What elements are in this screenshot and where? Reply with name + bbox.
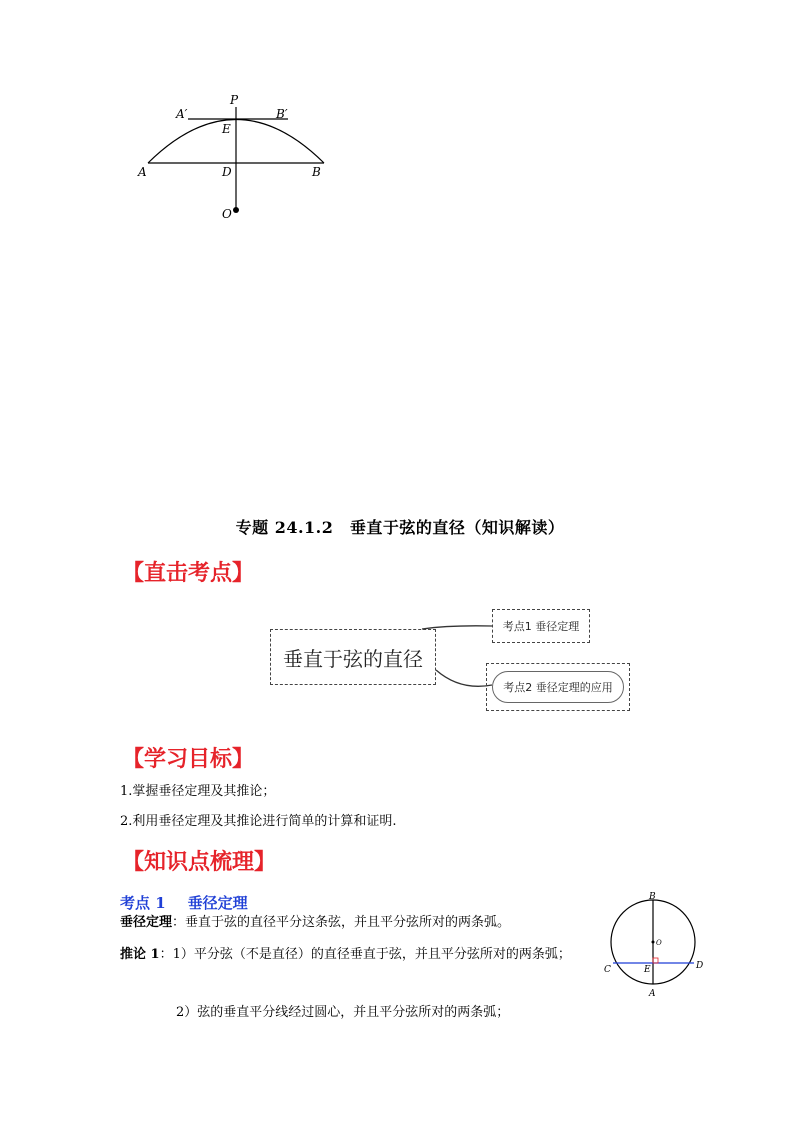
theorem-text: ：垂直于弦的直径平分这条弦，并且平分弦所对的两条弧。 xyxy=(172,915,511,930)
circle-label-d: D xyxy=(696,961,704,971)
label-d: D xyxy=(222,165,232,179)
label-e: E xyxy=(222,122,231,136)
label-p: P xyxy=(230,93,239,107)
label-a: A xyxy=(138,165,147,179)
section-knowledge: 【知识点梳理】 xyxy=(122,850,277,875)
circle-label-b: B xyxy=(649,892,656,902)
center-point xyxy=(652,941,655,944)
corollary-paragraph xyxy=(120,940,590,970)
goal-item-1: 1.掌握垂径定理及其推论； xyxy=(120,784,276,799)
circle-diameter-figure xyxy=(596,890,716,1010)
label-a-prime: A′ xyxy=(176,107,188,121)
corollary-term: 推论 1 xyxy=(120,947,160,962)
kaodian1-name: 垂径定理 xyxy=(187,894,248,912)
label-b: B xyxy=(312,165,321,179)
circle-label-e: E xyxy=(644,965,651,975)
circle-label-o: O xyxy=(656,939,662,947)
label-b-prime: B′ xyxy=(276,107,288,121)
circle-label-c: C xyxy=(604,965,611,975)
center-point-o xyxy=(233,207,239,213)
circle-label-a: A xyxy=(649,989,656,999)
kaodian1-heading xyxy=(120,892,248,913)
corollary-item-2: 2）弦的垂直平分线经过圆心，并且平分弦所对的两条弧； xyxy=(176,1005,510,1020)
corollary-text-1: ：1）平分弦（不是直径）的直径垂直于弦，并且平分弦所对的两条弧； xyxy=(159,947,571,962)
goal-item-2: 2.利用垂径定理及其推论进行简单的计算和证明. xyxy=(120,814,397,829)
mindmap-node-kaodian2: 考点2 垂径定理的应用 xyxy=(492,671,624,703)
label-o: O xyxy=(222,207,232,221)
kaodian1-label: 考点 1 xyxy=(120,894,166,912)
section-kaodian: 【直击考点】 xyxy=(122,561,255,586)
document-title: 专题 24.1.2 垂直于弦的直径（知识解读） xyxy=(235,518,565,537)
mindmap-root: 垂直于弦的直径 xyxy=(270,629,436,685)
arc-chord-figure xyxy=(130,88,340,228)
right-angle-mark xyxy=(653,958,658,963)
theorem-paragraph xyxy=(120,912,590,934)
mindmap-node-kaodian1: 考点1 垂径定理 xyxy=(492,609,590,643)
section-goals: 【学习目标】 xyxy=(122,747,255,772)
theorem-term: 垂径定理 xyxy=(120,915,173,930)
